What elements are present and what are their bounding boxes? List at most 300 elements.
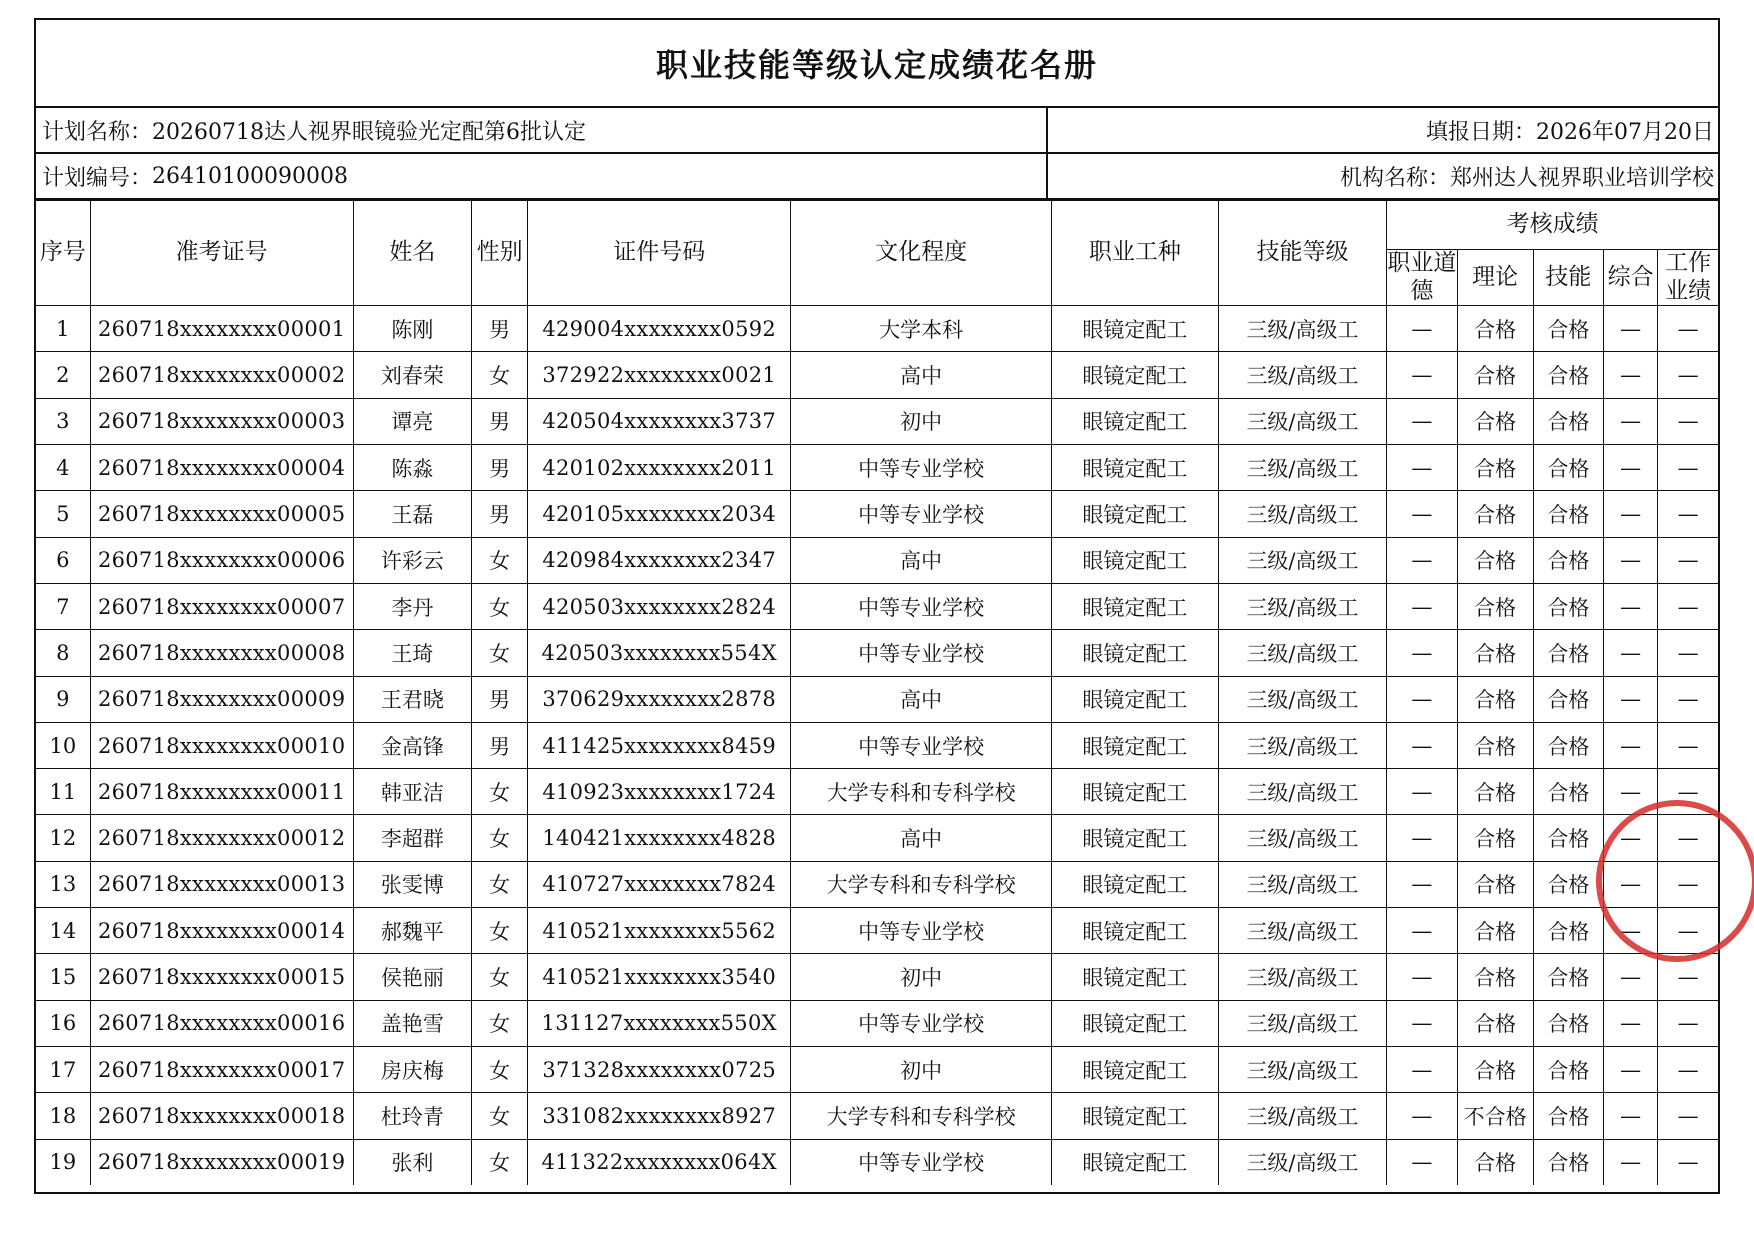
table-row [36,908,1718,954]
cell-name: 许彩云 [353,537,471,583]
table-row [36,1139,1718,1185]
cell-skill: 合格 [1533,908,1603,954]
cell-comprehensive: — [1604,1046,1658,1092]
red-seal-stamp [1596,800,1754,962]
cell-education: 初中 [791,954,1052,1000]
cell-exam-no: 260718xxxxxxxx00011 [90,769,353,815]
cell-skill-level: 三级/高级工 [1218,491,1387,537]
cell-exam-no: 260718xxxxxxxx00006 [90,537,353,583]
cell-skill-level: 三级/高级工 [1218,1046,1387,1092]
cell-exam-no: 260718xxxxxxxx00015 [90,954,353,1000]
header-scores-group: 考核成绩 [1387,201,1718,250]
cell-ethics: — [1387,306,1457,352]
cell-occupation: 眼镜定配工 [1052,491,1219,537]
cell-skill: 合格 [1533,676,1603,722]
cell-name: 刘春荣 [353,352,471,398]
cell-skill-level: 三级/高级工 [1218,722,1387,768]
cell-seq: 5 [36,491,90,537]
header-skill: 技能 [1533,250,1603,306]
cell-name: 韩亚洁 [353,769,471,815]
cell-gender: 女 [472,1093,528,1139]
table-row [36,1000,1718,1046]
cell-exam-no: 260718xxxxxxxx00017 [90,1046,353,1092]
cell-gender: 男 [472,306,528,352]
table-row [36,954,1718,1000]
table-row [36,722,1718,768]
cell-name: 侯艳丽 [353,954,471,1000]
header-seq: 序号 [36,201,90,306]
cell-skill-level: 三级/高级工 [1218,954,1387,1000]
table-row [36,1093,1718,1139]
cell-occupation: 眼镜定配工 [1052,861,1219,907]
cell-skill-level: 三级/高级工 [1218,537,1387,583]
cell-occupation: 眼镜定配工 [1052,1139,1219,1185]
cell-work-perf: — [1658,908,1718,954]
cell-exam-no: 260718xxxxxxxx00001 [90,306,353,352]
cell-name: 张利 [353,1139,471,1185]
header-work-perf: 工作业绩 [1658,250,1718,306]
cell-skill: 合格 [1533,306,1603,352]
cell-education: 初中 [791,398,1052,444]
cell-seq: 8 [36,630,90,676]
cell-theory: 合格 [1457,1000,1533,1046]
table-row [36,769,1718,815]
cell-education: 中等专业学校 [791,722,1052,768]
cell-comprehensive: — [1604,815,1658,861]
cell-work-perf: — [1658,676,1718,722]
cell-gender: 男 [472,722,528,768]
cell-skill-level: 三级/高级工 [1218,352,1387,398]
table-row [36,491,1718,537]
cell-exam-no: 260718xxxxxxxx00003 [90,398,353,444]
cell-exam-no: 260718xxxxxxxx00002 [90,352,353,398]
cell-exam-no: 260718xxxxxxxx00018 [90,1093,353,1139]
header-occupation: 职业工种 [1052,201,1219,306]
cell-work-perf: — [1658,630,1718,676]
cell-id-no: 140421xxxxxxxx4828 [528,815,791,861]
cell-skill-level: 三级/高级工 [1218,1139,1387,1185]
cell-id-no: 410727xxxxxxxx7824 [528,861,791,907]
cell-ethics: — [1387,352,1457,398]
cell-gender: 男 [472,398,528,444]
cell-name: 郝魏平 [353,908,471,954]
cell-comprehensive: — [1604,908,1658,954]
cell-work-perf: — [1658,769,1718,815]
cell-id-no: 420102xxxxxxxx2011 [528,445,791,491]
cell-exam-no: 260718xxxxxxxx00013 [90,861,353,907]
cell-theory: 合格 [1457,1046,1533,1092]
cell-id-no: 372922xxxxxxxx0021 [528,352,791,398]
cell-name: 盖艳雪 [353,1000,471,1046]
cell-occupation: 眼镜定配工 [1052,445,1219,491]
roster-sheet [34,18,1720,1194]
cell-work-perf: — [1658,861,1718,907]
info-row-1 [36,108,1718,154]
cell-exam-no: 260718xxxxxxxx00005 [90,491,353,537]
cell-ethics: — [1387,908,1457,954]
cell-education: 中等专业学校 [791,908,1052,954]
cell-seq: 7 [36,583,90,629]
cell-comprehensive: — [1604,491,1658,537]
cell-ethics: — [1387,583,1457,629]
cell-theory: 不合格 [1457,1093,1533,1139]
cell-theory: 合格 [1457,861,1533,907]
page-title: 职业技能等级认定成绩花名册 [36,20,1718,108]
cell-id-no: 371328xxxxxxxx0725 [528,1046,791,1092]
cell-skill: 合格 [1533,630,1603,676]
cell-exam-no: 260718xxxxxxxx00007 [90,583,353,629]
cell-id-no: 420504xxxxxxxx3737 [528,398,791,444]
cell-comprehensive: — [1604,398,1658,444]
cell-seq: 3 [36,398,90,444]
fill-date-value: 2026年07月20日 [1536,119,1714,145]
cell-seq: 14 [36,908,90,954]
cell-comprehensive: — [1604,722,1658,768]
cell-ethics: — [1387,398,1457,444]
cell-skill-level: 三级/高级工 [1218,398,1387,444]
cell-work-perf: — [1658,1046,1718,1092]
cell-seq: 16 [36,1000,90,1046]
cell-skill: 合格 [1533,398,1603,444]
cell-education: 初中 [791,1046,1052,1092]
cell-id-no: 410521xxxxxxxx5562 [528,908,791,954]
cell-occupation: 眼镜定配工 [1052,908,1219,954]
stamp-text [1624,846,1654,916]
cell-theory: 合格 [1457,908,1533,954]
header-education: 文化程度 [791,201,1052,306]
cell-seq: 4 [36,445,90,491]
cell-work-perf: — [1658,583,1718,629]
cell-name: 张雯博 [353,861,471,907]
cell-name: 房庆梅 [353,1046,471,1092]
cell-comprehensive: — [1604,954,1658,1000]
cell-skill-level: 三级/高级工 [1218,908,1387,954]
header-gender: 性别 [472,201,528,306]
cell-occupation: 眼镜定配工 [1052,1000,1219,1046]
cell-occupation: 眼镜定配工 [1052,306,1219,352]
cell-skill: 合格 [1533,954,1603,1000]
cell-gender: 女 [472,1139,528,1185]
cell-theory: 合格 [1457,630,1533,676]
cell-name: 王磊 [353,491,471,537]
cell-seq: 19 [36,1139,90,1185]
cell-skill: 合格 [1533,1000,1603,1046]
cell-comprehensive: — [1604,352,1658,398]
cell-skill: 合格 [1533,1046,1603,1092]
cell-occupation: 眼镜定配工 [1052,583,1219,629]
table-row [36,583,1718,629]
cell-gender: 男 [472,491,528,537]
cell-name: 谭亮 [353,398,471,444]
cell-seq: 2 [36,352,90,398]
cell-seq: 6 [36,537,90,583]
table-row [36,306,1718,352]
cell-comprehensive: — [1604,1093,1658,1139]
cell-seq: 17 [36,1046,90,1092]
cell-id-no: 420503xxxxxxxx2824 [528,583,791,629]
cell-ethics: — [1387,1093,1457,1139]
cell-exam-no: 260718xxxxxxxx00010 [90,722,353,768]
cell-skill-level: 三级/高级工 [1218,445,1387,491]
cell-work-perf: — [1658,491,1718,537]
cell-skill-level: 三级/高级工 [1218,583,1387,629]
cell-occupation: 眼镜定配工 [1052,630,1219,676]
cell-work-perf: — [1658,537,1718,583]
table-row [36,1046,1718,1092]
cell-gender: 女 [472,954,528,1000]
cell-ethics: — [1387,1000,1457,1046]
cell-name: 王君晓 [353,676,471,722]
cell-theory: 合格 [1457,537,1533,583]
cell-ethics: — [1387,815,1457,861]
cell-skill: 合格 [1533,352,1603,398]
cell-skill: 合格 [1533,815,1603,861]
cell-theory: 合格 [1457,352,1533,398]
cell-occupation: 眼镜定配工 [1052,1093,1219,1139]
cell-skill-level: 三级/高级工 [1218,815,1387,861]
cell-id-no: 410521xxxxxxxx3540 [528,954,791,1000]
cell-gender: 女 [472,1046,528,1092]
cell-id-no: 410923xxxxxxxx1724 [528,769,791,815]
cell-exam-no: 260718xxxxxxxx00004 [90,445,353,491]
cell-skill: 合格 [1533,1093,1603,1139]
cell-gender: 女 [472,861,528,907]
info-row-2 [36,154,1718,200]
plan-no-label: 计划编号： [42,165,153,191]
cell-theory: 合格 [1457,954,1533,1000]
cell-occupation: 眼镜定配工 [1052,352,1219,398]
cell-skill-level: 三级/高级工 [1218,1093,1387,1139]
cell-occupation: 眼镜定配工 [1052,398,1219,444]
cell-theory: 合格 [1457,769,1533,815]
cell-education: 中等专业学校 [791,445,1052,491]
cell-name: 李超群 [353,815,471,861]
cell-education: 大学专科和专科学校 [791,1093,1052,1139]
cell-work-perf: — [1658,1139,1718,1185]
cell-comprehensive: — [1604,1139,1658,1185]
table-row [36,861,1718,907]
cell-gender: 女 [472,537,528,583]
cell-occupation: 眼镜定配工 [1052,954,1219,1000]
cell-seq: 12 [36,815,90,861]
cell-skill-level: 三级/高级工 [1218,769,1387,815]
roster-table [36,200,1718,1185]
cell-seq: 15 [36,954,90,1000]
cell-gender: 女 [472,630,528,676]
cell-comprehensive: — [1604,769,1658,815]
cell-theory: 合格 [1457,583,1533,629]
cell-id-no: 370629xxxxxxxx2878 [528,676,791,722]
cell-comprehensive: — [1604,676,1658,722]
cell-gender: 男 [472,676,528,722]
cell-skill: 合格 [1533,445,1603,491]
cell-gender: 女 [472,1000,528,1046]
cell-name: 陈刚 [353,306,471,352]
header-skill-level: 技能等级 [1218,201,1387,306]
cell-occupation: 眼镜定配工 [1052,722,1219,768]
roster-body [36,306,1718,1185]
cell-id-no: 420984xxxxxxxx2347 [528,537,791,583]
header-comprehensive: 综合 [1604,250,1658,306]
cell-skill: 合格 [1533,491,1603,537]
cell-occupation: 眼镜定配工 [1052,769,1219,815]
cell-comprehensive: — [1604,1000,1658,1046]
cell-education: 中等专业学校 [791,491,1052,537]
cell-ethics: — [1387,1139,1457,1185]
org-name: 郑州达人视界职业培训学校 [1449,165,1714,191]
cell-education: 高中 [791,352,1052,398]
cell-gender: 女 [472,908,528,954]
cell-ethics: — [1387,537,1457,583]
cell-comprehensive: — [1604,445,1658,491]
table-row [36,445,1718,491]
cell-comprehensive: — [1604,583,1658,629]
cell-exam-no: 260718xxxxxxxx00019 [90,1139,353,1185]
cell-work-perf: — [1658,445,1718,491]
cell-name: 杜玲青 [353,1093,471,1139]
cell-ethics: — [1387,1046,1457,1092]
cell-theory: 合格 [1457,1139,1533,1185]
plan-no-value: 26410100090008 [152,163,348,189]
table-row [36,815,1718,861]
plan-no-cell [36,154,1048,198]
cell-education: 中等专业学校 [791,1139,1052,1185]
cell-name: 李丹 [353,583,471,629]
cell-theory: 合格 [1457,306,1533,352]
cell-comprehensive: — [1604,630,1658,676]
cell-education: 大学专科和专科学校 [791,861,1052,907]
cell-ethics: — [1387,445,1457,491]
cell-work-perf: — [1658,815,1718,861]
cell-seq: 11 [36,769,90,815]
cell-work-perf: — [1658,722,1718,768]
cell-skill: 合格 [1533,722,1603,768]
cell-gender: 女 [472,352,528,398]
cell-gender: 女 [472,815,528,861]
cell-name: 金高锋 [353,722,471,768]
cell-exam-no: 260718xxxxxxxx00012 [90,815,353,861]
cell-theory: 合格 [1457,491,1533,537]
cell-work-perf: — [1658,398,1718,444]
cell-work-perf: — [1658,1093,1718,1139]
cell-seq: 13 [36,861,90,907]
fill-date-label: 填报日期： [1426,119,1537,145]
cell-name: 王琦 [353,630,471,676]
cell-work-perf: — [1658,352,1718,398]
cell-id-no: 131127xxxxxxxx550X [528,1000,791,1046]
cell-education: 中等专业学校 [791,630,1052,676]
cell-name: 陈淼 [353,445,471,491]
cell-id-no: 331082xxxxxxxx8927 [528,1093,791,1139]
cell-id-no: 420105xxxxxxxx2034 [528,491,791,537]
cell-gender: 男 [472,445,528,491]
cell-occupation: 眼镜定配工 [1052,537,1219,583]
cell-occupation: 眼镜定配工 [1052,676,1219,722]
table-row [36,676,1718,722]
cell-education: 高中 [791,676,1052,722]
cell-theory: 合格 [1457,398,1533,444]
cell-id-no: 411322xxxxxxxx064X [528,1139,791,1185]
header-exam-no: 准考证号 [90,201,353,306]
cell-skill: 合格 [1533,537,1603,583]
header-id-no: 证件号码 [528,201,791,306]
cell-ethics: — [1387,491,1457,537]
cell-gender: 女 [472,583,528,629]
cell-exam-no: 260718xxxxxxxx00016 [90,1000,353,1046]
cell-seq: 18 [36,1093,90,1139]
cell-work-perf: — [1658,1000,1718,1046]
cell-theory: 合格 [1457,445,1533,491]
cell-education: 中等专业学校 [791,583,1052,629]
cell-skill-level: 三级/高级工 [1218,630,1387,676]
cell-comprehensive: — [1604,537,1658,583]
cell-exam-no: 260718xxxxxxxx00009 [90,676,353,722]
plan-name-cell [36,108,1048,152]
cell-comprehensive: — [1604,306,1658,352]
cell-id-no: 429004xxxxxxxx0592 [528,306,791,352]
cell-theory: 合格 [1457,722,1533,768]
cell-exam-no: 260718xxxxxxxx00008 [90,630,353,676]
cell-gender: 女 [472,769,528,815]
header-theory: 理论 [1457,250,1533,306]
cell-skill-level: 三级/高级工 [1218,676,1387,722]
table-row [36,398,1718,444]
table-row [36,630,1718,676]
cell-id-no: 420503xxxxxxxx554X [528,630,791,676]
cell-skill-level: 三级/高级工 [1218,306,1387,352]
cell-ethics: — [1387,954,1457,1000]
cell-ethics: — [1387,676,1457,722]
cell-work-perf: — [1658,954,1718,1000]
cell-skill: 合格 [1533,861,1603,907]
cell-seq: 1 [36,306,90,352]
fill-date-cell [1048,108,1718,152]
cell-work-perf: — [1658,306,1718,352]
table-row [36,537,1718,583]
cell-education: 大学专科和专科学校 [791,769,1052,815]
cell-education: 中等专业学校 [791,1000,1052,1046]
cell-education: 高中 [791,815,1052,861]
cell-ethics: — [1387,861,1457,907]
org-label: 机构名称： [1339,165,1450,191]
cell-exam-no: 260718xxxxxxxx00014 [90,908,353,954]
cell-education: 高中 [791,537,1052,583]
cell-skill-level: 三级/高级工 [1218,1000,1387,1046]
cell-ethics: — [1387,722,1457,768]
cell-occupation: 眼镜定配工 [1052,1046,1219,1092]
cell-theory: 合格 [1457,676,1533,722]
cell-ethics: — [1387,630,1457,676]
cell-ethics: — [1387,769,1457,815]
table-row [36,352,1718,398]
cell-skill: 合格 [1533,1139,1603,1185]
cell-id-no: 411425xxxxxxxx8459 [528,722,791,768]
plan-name-label: 计划名称： [42,119,153,145]
cell-theory: 合格 [1457,815,1533,861]
cell-skill: 合格 [1533,769,1603,815]
cell-skill: 合格 [1533,583,1603,629]
cell-seq: 10 [36,722,90,768]
cell-skill-level: 三级/高级工 [1218,861,1387,907]
cell-comprehensive: — [1604,861,1658,907]
cell-seq: 9 [36,676,90,722]
plan-name-value: 20260718达人视界眼镜验光定配第6批认定 [152,119,586,145]
org-cell [1048,154,1718,198]
cell-occupation: 眼镜定配工 [1052,815,1219,861]
header-name: 姓名 [353,201,471,306]
header-ethics: 职业道德 [1387,250,1457,306]
cell-education: 大学本科 [791,306,1052,352]
